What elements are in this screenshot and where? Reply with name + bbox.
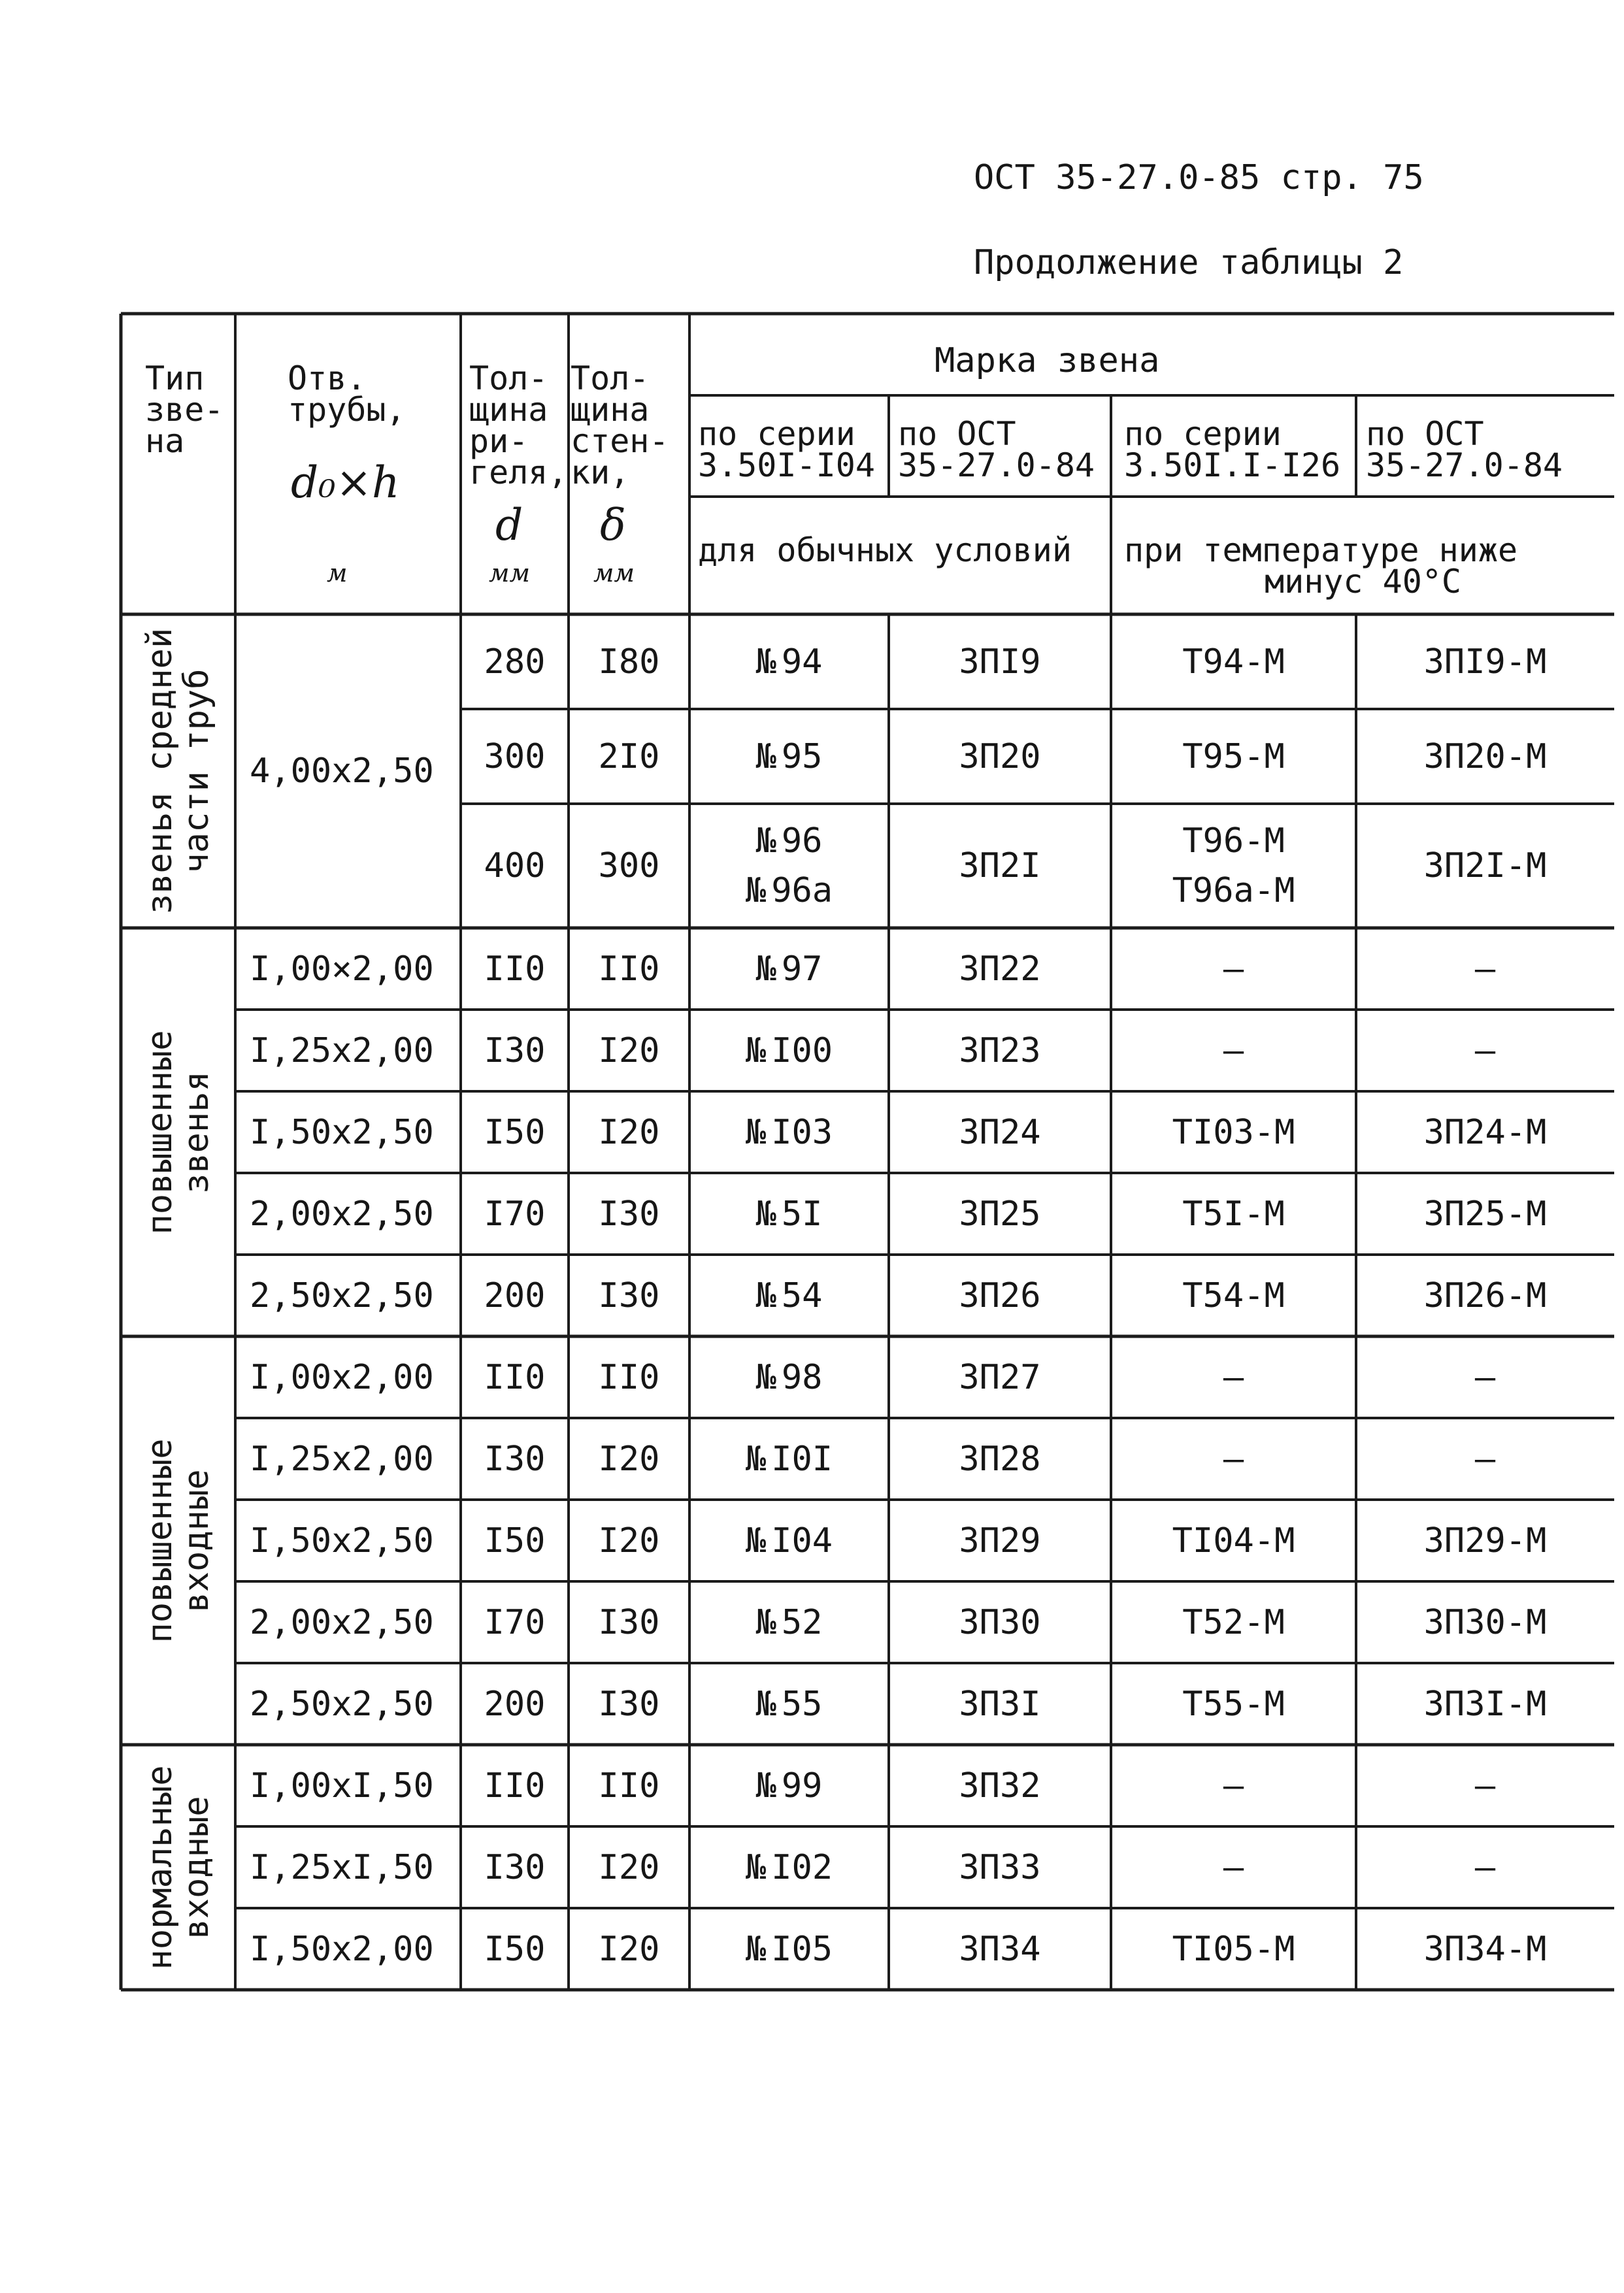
cell-wall-thickness: I30 xyxy=(598,1602,660,1642)
number-sign: № xyxy=(745,1929,767,1969)
cell-t-ost-mark: – xyxy=(1474,949,1496,989)
number-sign: № xyxy=(745,1439,767,1479)
cell-ost-mark: 3П23 xyxy=(959,1031,1041,1070)
cell-series-mark xyxy=(689,709,889,804)
group-label-text: нормальные входные xyxy=(140,1764,216,1970)
cell-beam-thickness: II0 xyxy=(484,949,546,989)
cell-t-ost-mark: 3П34-M xyxy=(1423,1929,1547,1969)
number-sign: № xyxy=(755,821,776,861)
t-mark-value: T96а-M xyxy=(1172,871,1295,910)
cell-opening-size: 2,00x2,50 xyxy=(250,1194,434,1234)
number-sign: № xyxy=(755,1602,776,1642)
cell-ost-mark: 3П29 xyxy=(959,1521,1041,1560)
cell-series-mark xyxy=(689,1745,889,1826)
cell-t-series-mark: – xyxy=(1223,1031,1244,1070)
cell-ost-mark: 3П22 xyxy=(959,949,1041,989)
mark-number: I02 xyxy=(771,1847,833,1887)
cell-t-series-mark: TI05-M xyxy=(1172,1929,1295,1969)
cell-ost-mark: 3П33 xyxy=(959,1847,1041,1887)
cell-series-mark xyxy=(689,928,889,1010)
mark-number: I05 xyxy=(771,1929,833,1969)
cell-opening-size: I,00x2,00 xyxy=(250,1357,434,1397)
header-opening-symbol: d₀×h xyxy=(291,457,400,508)
number-sign: № xyxy=(745,1112,767,1152)
header-opening-unit: м xyxy=(327,559,348,587)
cell-t-ost-mark: 3П25-M xyxy=(1423,1194,1547,1234)
cell-beam-thickness: 300 xyxy=(484,736,546,776)
header-wall-unit: мм xyxy=(593,559,635,587)
cell-t-series-mark: – xyxy=(1223,1357,1244,1397)
cell-t-series-mark: – xyxy=(1223,1766,1244,1806)
cell-t-series-mark: T55-M xyxy=(1182,1684,1285,1724)
cell-opening-size: I,00xI,50 xyxy=(250,1766,434,1806)
cell-ost-mark: 3П30 xyxy=(959,1602,1041,1642)
mark-number: I0I xyxy=(771,1439,833,1479)
cell-t-ost-mark: – xyxy=(1474,1847,1496,1887)
cell-t-series-mark: T54-M xyxy=(1182,1276,1285,1315)
cell-beam-thickness: I50 xyxy=(484,1929,546,1969)
cell-t-series-mark: TI03-M xyxy=(1172,1112,1295,1152)
cell-series-mark xyxy=(689,1255,889,1336)
cell-opening-size: 2,50x2,50 xyxy=(250,1684,434,1724)
cell-t-ost-mark: 3П30-M xyxy=(1423,1602,1547,1642)
cell-series-mark xyxy=(689,1826,889,1908)
mark-number: 98 xyxy=(781,1357,823,1397)
cell-opening-size: I,50x2,00 xyxy=(250,1929,434,1969)
table-caption: Продолжение таблицы 2 xyxy=(974,243,1404,282)
cell-series-mark xyxy=(689,804,889,928)
cell-series-mark xyxy=(689,1336,889,1418)
cell-opening-size: I,25x2,00 xyxy=(250,1439,434,1479)
cell-series-mark xyxy=(689,1418,889,1500)
cell-ost-mark: 3П27 xyxy=(959,1357,1041,1397)
number-sign: № xyxy=(755,1194,776,1234)
mark-number: 54 xyxy=(781,1276,823,1315)
number-sign: № xyxy=(745,1847,767,1887)
cell-t-series-mark: – xyxy=(1223,1439,1244,1479)
number-sign: № xyxy=(755,642,776,682)
header-wall-symbol: δ xyxy=(600,500,626,550)
group-label-text: повышенные звенья xyxy=(140,1029,216,1235)
cell-wall-thickness: 2I0 xyxy=(598,736,660,776)
cell-wall-thickness: I30 xyxy=(598,1684,660,1724)
cell-opening-size: I,25x2,00 xyxy=(250,1031,434,1070)
number-sign: № xyxy=(755,1357,776,1397)
cell-wall-thickness: I20 xyxy=(598,1031,660,1070)
number-sign: № xyxy=(745,1521,767,1560)
header-beam-unit: мм xyxy=(489,559,531,587)
cell-wall-thickness: I20 xyxy=(598,1929,660,1969)
mark-number: 99 xyxy=(781,1766,823,1806)
cell-t-ost-mark: 3П26-M xyxy=(1423,1276,1547,1315)
header-wall: Тол- щина стен- ки, xyxy=(571,359,669,491)
cell-t-ost-mark: – xyxy=(1474,1439,1496,1479)
cell-t-series-mark xyxy=(1111,804,1356,928)
cell-series-mark xyxy=(689,1581,889,1663)
cell-t-series-mark: TI04-M xyxy=(1172,1521,1295,1560)
cell-opening-size: I,50x2,50 xyxy=(250,1112,434,1152)
cell-beam-thickness: 200 xyxy=(484,1276,546,1315)
group-label-text: повышенные входные xyxy=(140,1438,216,1643)
cell-series-mark xyxy=(689,614,889,709)
cell-t-ost-mark: 3П20-M xyxy=(1423,736,1547,776)
cell-wall-thickness: I20 xyxy=(598,1439,660,1479)
cell-ost-mark: 3П20 xyxy=(959,736,1041,776)
cell-series-mark xyxy=(689,1663,889,1745)
cell-wall-thickness: I20 xyxy=(598,1847,660,1887)
mark-number: 95 xyxy=(781,736,823,776)
cell-t-ost-mark: 3П29-M xyxy=(1423,1521,1547,1560)
cell-ost-mark: 3П32 xyxy=(959,1766,1041,1806)
header-opening: Отв. трубы, xyxy=(288,359,406,429)
mark-number: 52 xyxy=(781,1602,823,1642)
header-low-temp-1: при температуре ниже xyxy=(1124,531,1518,569)
cell-wall-thickness: II0 xyxy=(598,1766,660,1806)
cell-wall-thickness: I30 xyxy=(598,1276,660,1315)
number-sign: № xyxy=(755,1766,776,1806)
cell-wall-thickness: II0 xyxy=(598,949,660,989)
number-sign: № xyxy=(755,949,776,989)
cell-t-ost-mark: 3П24-M xyxy=(1423,1112,1547,1152)
cell-ost-mark: 3П24 xyxy=(959,1112,1041,1152)
cell-opening-size: 2,50x2,50 xyxy=(250,1276,434,1315)
t-mark-value: T96-M xyxy=(1182,821,1285,861)
cell-t-ost-mark: 3П2I-M xyxy=(1423,846,1547,885)
cell-beam-thickness: I30 xyxy=(484,1439,546,1479)
cell-ost-mark: 3П26 xyxy=(959,1276,1041,1315)
cell-t-ost-mark: 3П3I-M xyxy=(1423,1684,1547,1724)
cell-t-ost-mark: – xyxy=(1474,1766,1496,1806)
number-sign: № xyxy=(745,871,767,910)
cell-beam-thickness: 280 xyxy=(484,642,546,682)
header-series-a: по серии 3.50I-I04 xyxy=(698,415,875,484)
cell-series-mark xyxy=(689,1500,889,1581)
cell-beam-thickness: II0 xyxy=(484,1766,546,1806)
number-sign: № xyxy=(745,1031,767,1070)
cell-series-mark xyxy=(689,1173,889,1255)
cell-beam-thickness: I30 xyxy=(484,1031,546,1070)
cell-t-series-mark: T94-M xyxy=(1182,642,1285,682)
cell-t-series-mark: T52-M xyxy=(1182,1602,1285,1642)
cell-wall-thickness: 300 xyxy=(598,846,660,885)
mark-number: I03 xyxy=(771,1112,833,1152)
cell-beam-thickness: 400 xyxy=(484,846,546,885)
number-sign: № xyxy=(755,736,776,776)
header-marka: Марка звена xyxy=(935,341,1160,380)
cell-opening-size: I,25xI,50 xyxy=(250,1847,434,1887)
cell-t-ost-mark: – xyxy=(1474,1357,1496,1397)
mark-number: 96 xyxy=(781,821,823,861)
mark-number: 94 xyxy=(781,642,823,682)
number-sign: № xyxy=(755,1684,776,1724)
header-series-b: по серии 3.50I.I-I26 xyxy=(1124,415,1341,484)
header-type: Тип зве- на xyxy=(145,359,224,460)
cell-t-series-mark: T95-M xyxy=(1182,736,1285,776)
cell-beam-thickness: I50 xyxy=(484,1112,546,1152)
header-beam-symbol: d xyxy=(495,500,523,550)
mark-number: I04 xyxy=(771,1521,833,1560)
cell-opening-size: I,00×2,00 xyxy=(250,949,434,989)
cell-t-series-mark: T5I-M xyxy=(1182,1194,1285,1234)
cell-wall-thickness: II0 xyxy=(598,1357,660,1397)
cell-beam-thickness: I30 xyxy=(484,1847,546,1887)
cell-t-series-mark: – xyxy=(1223,949,1244,989)
cell-wall-thickness: I20 xyxy=(598,1521,660,1560)
cell-wall-thickness: I80 xyxy=(598,642,660,682)
number-sign: № xyxy=(755,1276,776,1315)
header-ost-b: по ОСТ 35-27.0-84 xyxy=(1366,415,1563,484)
mark-number: 97 xyxy=(781,949,823,989)
header-normal-conditions: для обычных условий xyxy=(698,531,1072,569)
mark-number: I00 xyxy=(771,1031,833,1070)
cell-opening-size: I,50x2,50 xyxy=(250,1521,434,1560)
document-reference: ОСТ 35-27.0-85 стр. 75 xyxy=(974,158,1424,197)
mark-number: 5I xyxy=(781,1194,823,1234)
cell-ost-mark: 3П2I xyxy=(959,846,1041,885)
cell-series-mark xyxy=(689,1908,889,1990)
cell-beam-thickness: II0 xyxy=(484,1357,546,1397)
header-ost-a: по ОСТ 35-27.0-84 xyxy=(898,415,1095,484)
header-beam: Тол- щина ри- геля, xyxy=(469,359,568,491)
mark-number: 55 xyxy=(781,1684,823,1724)
cell-series-mark xyxy=(689,1010,889,1091)
group-label-text: звенья средней части труб xyxy=(140,627,216,915)
cell-wall-thickness: I20 xyxy=(598,1112,660,1152)
cell-series-mark xyxy=(689,1091,889,1173)
cell-opening-size: 4,00x2,50 xyxy=(250,751,434,791)
cell-ost-mark: 3П28 xyxy=(959,1439,1041,1479)
cell-ost-mark: 3ПI9 xyxy=(959,642,1041,682)
cell-ost-mark: 3П3I xyxy=(959,1684,1041,1724)
cell-beam-thickness: 200 xyxy=(484,1684,546,1724)
cell-t-ost-mark: 3ПI9-M xyxy=(1423,642,1547,682)
cell-ost-mark: 3П34 xyxy=(959,1929,1041,1969)
cell-ost-mark: 3П25 xyxy=(959,1194,1041,1234)
cell-beam-thickness: I70 xyxy=(484,1602,546,1642)
cell-t-series-mark: – xyxy=(1223,1847,1244,1887)
cell-wall-thickness: I30 xyxy=(598,1194,660,1234)
cell-beam-thickness: I70 xyxy=(484,1194,546,1234)
cell-t-ost-mark: – xyxy=(1474,1031,1496,1070)
cell-opening-size: 2,00x2,50 xyxy=(250,1602,434,1642)
header-low-temp-2: минус 40°С xyxy=(1265,563,1462,601)
cell-beam-thickness: I50 xyxy=(484,1521,546,1560)
mark-number: 96а xyxy=(771,871,833,910)
